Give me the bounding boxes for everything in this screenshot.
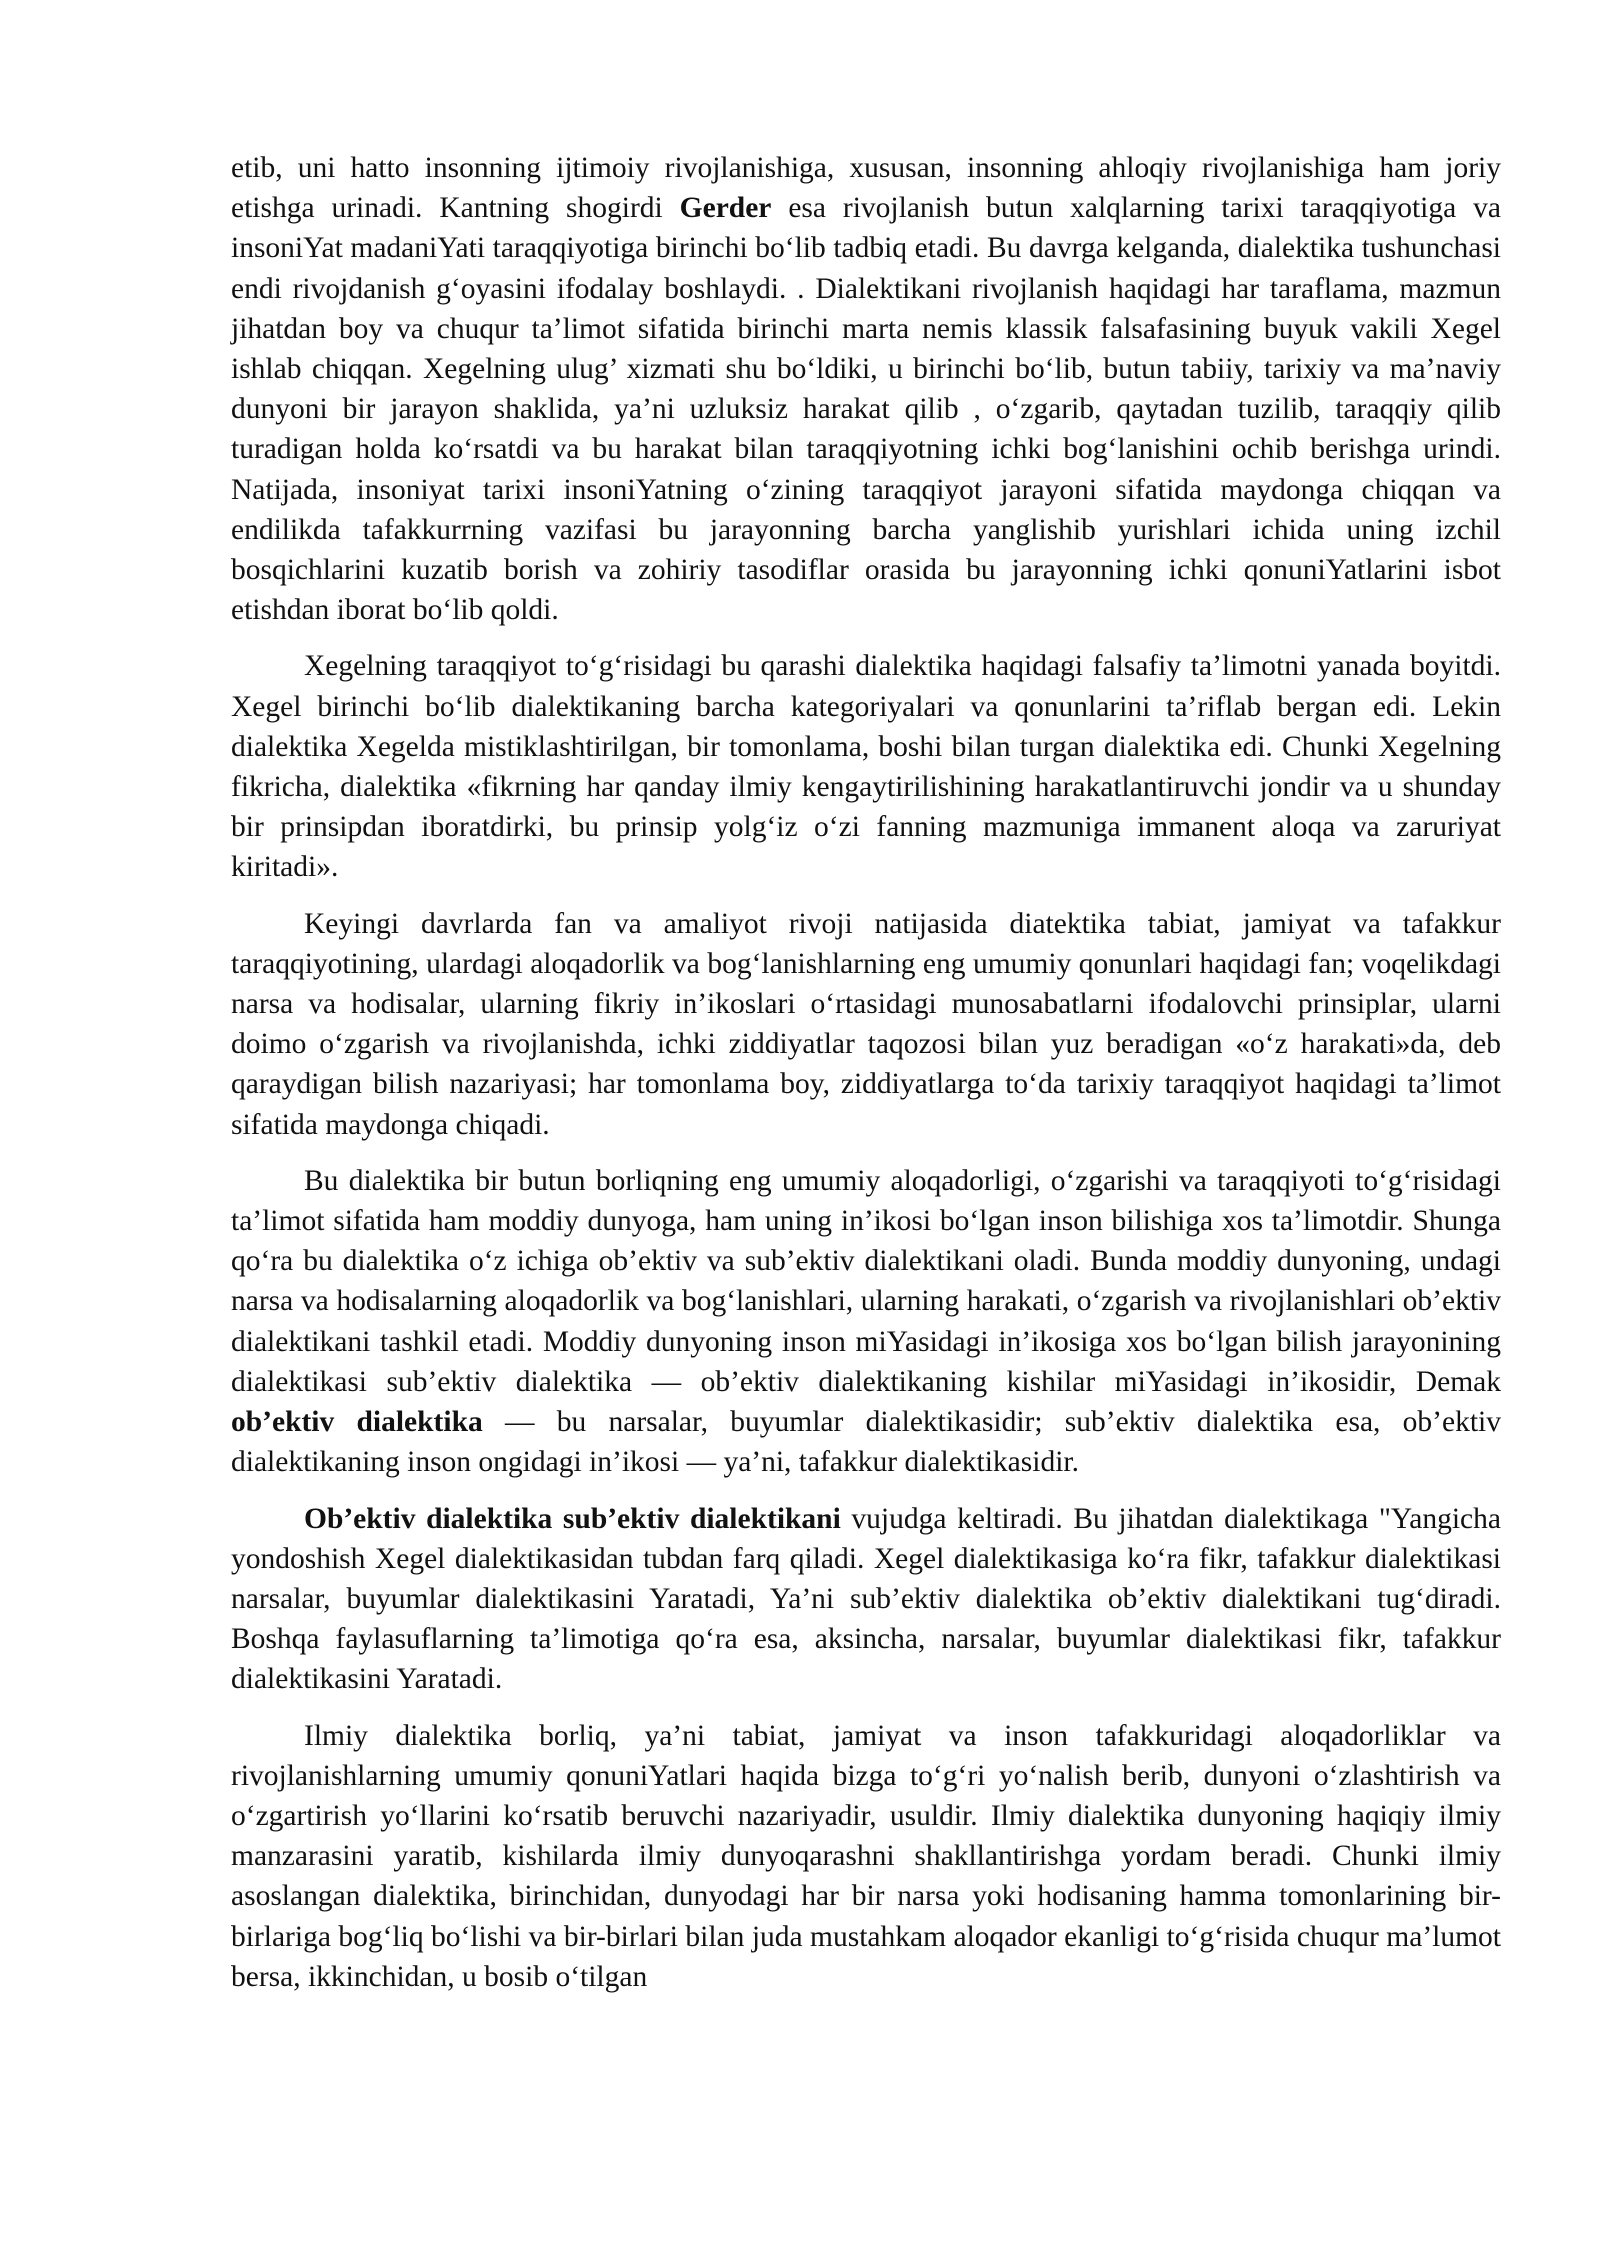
- paragraph-3: [231, 904, 1501, 1145]
- paragraph-4: [231, 1161, 1501, 1483]
- bold-term-objective-dialectics: ob’ektiv dialektika: [231, 1406, 483, 1439]
- paragraph-5: [231, 1499, 1501, 1700]
- paragraph-6: [231, 1716, 1501, 1997]
- paragraph-1: [231, 148, 1501, 630]
- paragraph-text: Keyingi davrlarda fan va amaliyot rivoji natijasida diatektika tabiat, jamiyat va tafakkur taraqqiyotining, ulardagi aloqadorlik va bog‘lanishlarning eng umumiy qonunlari haqidagi fan; voqelikdagi narsa va hodisalar, ularning fikriy in’ikoslari o‘rtasidagi munosabatlarni ifodalovchi prinsiplar, ularni doimo o‘zgarish va rivojlanishda, ichki ziddiyatlar taqozosi bilan yuz beradigan «o‘z harakati»da, deb qaraydigan bilish nazariyasi; har tomonlama boy, ziddiyatlarga to‘da tarixiy taraqqiyot haqidagi ta’limot sifatida maydonga chiqadi.: [231, 907, 1501, 1141]
- paragraph-text: Xegelning taraqqiyot to‘g‘risidagi bu qarashi dialektika haqidagi falsafiy ta’limotni yanada boyitdi. Xegel birinchi bo‘lib dialektikaning barcha kategoriyalari va qonunlarini ta’riflab bergan edi. Lekin dialektika Xegelda mistiklashtirilgan, bir tomonlama, boshi bilan turgan dialektika edi. Chunki Xegelning fikricha, dialektika «fikrning har qanday ilmiy kengaytirilishining harakatlantiruvchi jondir va u shunday bir prinsipdan iboratdirki, bu prinsip yolg‘iz o‘zi fanning mazmuniga immanent aloqa va zaruriyat kiritadi».: [231, 650, 1501, 884]
- paragraph-text: Ilmiy dialektika borliq, ya’ni tabiat, jamiyat va inson tafakkuridagi aloqadorliklar va rivojlanishlarning umumiy qonuniYatlari haqida bizga to‘g‘ri yo‘nalish berib, dunyoni o‘zlashtirish va o‘zgartirish yo‘llarini ko‘rsatib beruvchi nazariyadir, usuldir. Ilmiy dialektika dunyoning haqiqiy ilmiy manzarasini yaratib, kishilarda ilmiy dunyoqarashni shakllantirishga yordam beradi. Chunki ilmiy asoslangan dialektika, birinchidan, dunyodagi har bir narsa yoki hodisaning hamma tomonlarining bir-birlariga bog‘liq bo‘lishi va bir-birlari bilan juda mustahkam aloqador ekanligi to‘g‘risida chuqur ma’lumot bersa, ikkinchidan, u bosib o‘tilgan: [231, 1719, 1501, 1993]
- bold-term-objective-subjective: Ob’ektiv dialektika sub’ektiv dialektikani: [304, 1502, 841, 1535]
- paragraph-text: vujudga keltiradi. Bu jihatdan dialektikaga "Yangicha yondoshish Xegel dialektikasidan tubdan farq qiladi. Xegel dialektikasiga ko‘ra fikr, tafakkur dialektikasi narsalar, buyumlar dialektikasini Yaratadi, Ya’ni sub’ektiv dialektika ob’ektiv dialektikani tug‘diradi. Boshqa faylasuflarning ta’limotiga qo‘ra esa, aksincha, narsalar, buyumlar dialektikasi fikr, tafakkur dialektikasini Yaratadi.: [231, 1502, 1501, 1696]
- bold-term-gerder: Gerder: [679, 192, 772, 225]
- paragraph-text: Bu dialektika bir butun borliqning eng umumiy aloqadorligi, o‘zgarishi va taraqqiyoti to‘g‘risidagi ta’limot sifatida ham moddiy dunyoga, ham uning in’ikosi bo‘lgan inson bilishiga xos ta’limotdir. Shunga qo‘ra bu dialektika o‘z ichiga ob’ektiv va sub’ektiv dialektikani oladi. Bunda moddiy dunyoning, undagi narsa va hodisalarning aloqadorlik va bog‘lanishlari, ularning harakati, o‘zgarish va rivojlanishlari ob’ektiv dialektikani tashkil etadi. Moddiy dunyoning inson miYasidagi in’ikosiga xos bo‘lgan bilish jarayonining dialektikasi sub’ektiv dialektika — ob’ektiv dialektikaning kishilar miYasidagi in’ikosidir, Demak: [231, 1164, 1501, 1398]
- paragraph-text: etib, uni hatto insonning ijtimoiy rivojlanishiga, xususan, insonning ahloqiy rivojlanishiga ham joriy etishga urinadi. Kantning shogirdi: [231, 152, 1501, 225]
- paragraph-2: [231, 646, 1501, 887]
- paragraph-text: esa rivojlanish butun xalqlarning tarixi taraqqiyotiga va insoniYat madaniYati taraqqiyotiga birinchi bo‘lib tadbiq etadi. Bu davrga kelganda, dialektika tushunchasi endi rivojdanish g‘oyasini ifodalay boshlaydi. . Dialektikani rivojlanish haqidagi har taraflama, mazmun jihatdan boy va chuqur ta’limot sifatida birinchi marta nemis klassik falsafasining buyuk vakili Xegel ishlab chiqqan. Xegelning ulug’ xizmati shu bo‘ldiki, u birinchi bo‘lib, butun tabiiy, tarixiy va ma’naviy dunyoni bir jarayon shaklida, ya’ni uzluksiz harakat qilib , o‘zgarib, qaytadan tuzilib, taraqqiy qilib turadigan holda ko‘rsatdi va bu harakat bilan taraqqiyotning ichki bog‘lanishini ochib berishga urindi. Natijada, insoniyat tarixi insoniYatning o‘zining taraqqiyot jarayoni sifatida maydonga chiqqan va endilikda tafakkurrning vazifasi bu jarayonning barcha yanglishib yurishlari ichida uning izchil bosqichlarini kuzatib borish va zohiriy tasodiflar orasida bu jarayonning ichki qonuniYatlarini isbot etishdan iborat bo‘lib qoldi.: [231, 192, 1501, 627]
- document-page: [231, 148, 1501, 2013]
- paragraph-text: — bu narsalar, buyumlar dialektikasidir; sub’ektiv dialektika esa, ob’ektiv dialektikaning inson ongidagi in’ikosi — ya’ni, tafakkur dialektikasidir.: [231, 1406, 1501, 1479]
